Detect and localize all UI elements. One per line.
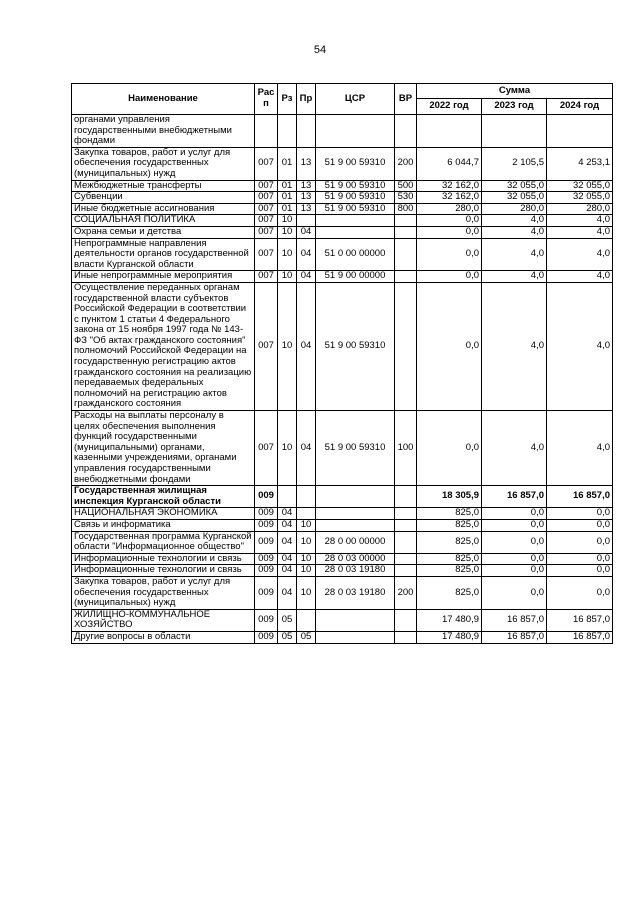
cell-y2024: 4,0 xyxy=(547,215,613,227)
cell-y2022: 825,0 xyxy=(417,531,482,553)
cell-vr xyxy=(395,115,417,148)
cell-y2022: 0,0 xyxy=(417,271,482,283)
cell-y2022: 17 480,9 xyxy=(417,631,482,643)
cell-y2023: 4,0 xyxy=(482,238,547,271)
table-row xyxy=(72,609,613,631)
cell-ras: 009 xyxy=(255,486,278,508)
cell-ras: 007 xyxy=(255,180,278,192)
cell-csr xyxy=(316,486,395,508)
table-row xyxy=(72,553,613,565)
cell-name: Государственная жилищная инспекция Курганской области xyxy=(72,486,255,508)
cell-pr: 10 xyxy=(297,519,316,531)
table-row xyxy=(72,192,613,204)
cell-csr xyxy=(316,226,395,238)
cell-csr xyxy=(316,215,395,227)
table-row xyxy=(72,203,613,215)
cell-ras: 009 xyxy=(255,519,278,531)
cell-y2023: 16 857,0 xyxy=(482,609,547,631)
cell-y2022: 825,0 xyxy=(417,576,482,609)
cell-ras: 009 xyxy=(255,553,278,565)
cell-y2022: 0,0 xyxy=(417,226,482,238)
cell-y2023: 0,0 xyxy=(482,553,547,565)
cell-vr: 800 xyxy=(395,203,417,215)
cell-y2023: 32 055,0 xyxy=(482,180,547,192)
cell-y2024: 280,0 xyxy=(547,203,613,215)
cell-vr: 100 xyxy=(395,411,417,486)
cell-pr: 04 xyxy=(297,226,316,238)
cell-y2024: 0,0 xyxy=(547,553,613,565)
cell-rz: 10 xyxy=(278,238,297,271)
cell-ras: 009 xyxy=(255,609,278,631)
cell-vr xyxy=(395,271,417,283)
cell-pr xyxy=(297,115,316,148)
cell-vr xyxy=(395,531,417,553)
cell-y2024: 0,0 xyxy=(547,576,613,609)
cell-csr: 28 0 03 19180 xyxy=(316,576,395,609)
cell-name: Расходы на выплаты персоналу в целях обеспечения выполнения функций государственными (муниципальными) органами, казенными учреждениями, органами управления государственными внебюджетными фондами xyxy=(72,411,255,486)
cell-pr: 04 xyxy=(297,238,316,271)
cell-csr: 51 9 00 59310 xyxy=(316,147,395,180)
cell-rz: 04 xyxy=(278,508,297,520)
cell-pr: 04 xyxy=(297,282,316,410)
cell-y2024: 16 857,0 xyxy=(547,631,613,643)
cell-ras: 007 xyxy=(255,411,278,486)
cell-csr: 28 0 03 00000 xyxy=(316,553,395,565)
cell-y2023: 4,0 xyxy=(482,271,547,283)
cell-y2022 xyxy=(417,115,482,148)
cell-y2024: 16 857,0 xyxy=(547,486,613,508)
table-row xyxy=(72,519,613,531)
cell-y2022: 32 162,0 xyxy=(417,192,482,204)
cell-y2023: 0,0 xyxy=(482,576,547,609)
cell-name: НАЦИОНАЛЬНАЯ ЭКОНОМИКА xyxy=(72,508,255,520)
cell-y2023: 4,0 xyxy=(482,215,547,227)
cell-y2023: 0,0 xyxy=(482,508,547,520)
table-row xyxy=(72,531,613,553)
header-name: Наименование xyxy=(72,84,255,115)
cell-y2024: 4,0 xyxy=(547,282,613,410)
cell-y2023: 16 857,0 xyxy=(482,631,547,643)
table-row xyxy=(72,271,613,283)
table-row xyxy=(72,282,613,410)
cell-rz: 10 xyxy=(278,215,297,227)
cell-ras: 007 xyxy=(255,215,278,227)
cell-rz: 04 xyxy=(278,576,297,609)
cell-ras: 009 xyxy=(255,531,278,553)
cell-y2022: 825,0 xyxy=(417,508,482,520)
cell-name: Закупка товаров, работ и услуг для обеспечения государственных (муниципальных) нужд xyxy=(72,576,255,609)
cell-csr xyxy=(316,631,395,643)
cell-rz: 10 xyxy=(278,226,297,238)
cell-ras: 007 xyxy=(255,282,278,410)
cell-csr xyxy=(316,115,395,148)
cell-pr: 04 xyxy=(297,271,316,283)
cell-ras: 007 xyxy=(255,147,278,180)
cell-y2024: 32 055,0 xyxy=(547,180,613,192)
cell-rz xyxy=(278,486,297,508)
table-row xyxy=(72,180,613,192)
cell-pr: 13 xyxy=(297,203,316,215)
cell-name: Связь и информатика xyxy=(72,519,255,531)
cell-y2023: 4,0 xyxy=(482,226,547,238)
cell-y2024: 0,0 xyxy=(547,519,613,531)
table-row xyxy=(72,508,613,520)
cell-rz: 10 xyxy=(278,282,297,410)
cell-rz: 01 xyxy=(278,203,297,215)
cell-pr: 05 xyxy=(297,631,316,643)
header-sum: Сумма xyxy=(417,84,613,99)
cell-ras: 009 xyxy=(255,631,278,643)
table-row xyxy=(72,238,613,271)
cell-pr xyxy=(297,486,316,508)
cell-name: Непрограммные направления деятельности органов государственной власти Курганской области xyxy=(72,238,255,271)
cell-y2024: 0,0 xyxy=(547,531,613,553)
cell-csr: 51 9 00 59310 xyxy=(316,203,395,215)
cell-name: Закупка товаров, работ и услуг для обеспечения государственных (муниципальных) нужд xyxy=(72,147,255,180)
header-year-2024: 2024 год xyxy=(547,99,613,115)
cell-pr: 10 xyxy=(297,531,316,553)
cell-ras: 009 xyxy=(255,576,278,609)
cell-name: Информационные технологии и связь xyxy=(72,553,255,565)
cell-pr xyxy=(297,508,316,520)
cell-rz: 10 xyxy=(278,411,297,486)
cell-vr: 530 xyxy=(395,192,417,204)
cell-y2022: 18 305,9 xyxy=(417,486,482,508)
cell-ras: 007 xyxy=(255,203,278,215)
cell-name: СОЦИАЛЬНАЯ ПОЛИТИКА xyxy=(72,215,255,227)
cell-pr: 04 xyxy=(297,411,316,486)
cell-csr xyxy=(316,508,395,520)
cell-name: ЖИЛИЩНО-КОММУНАЛЬНОЕ ХОЗЯЙСТВО xyxy=(72,609,255,631)
cell-vr xyxy=(395,282,417,410)
cell-name: Иные бюджетные ассигнования xyxy=(72,203,255,215)
cell-y2024: 0,0 xyxy=(547,565,613,577)
cell-rz: 10 xyxy=(278,271,297,283)
cell-name: Межбюджетные трансферты xyxy=(72,180,255,192)
table-row xyxy=(72,226,613,238)
table-row xyxy=(72,565,613,577)
cell-rz xyxy=(278,115,297,148)
cell-y2024: 4 253,1 xyxy=(547,147,613,180)
cell-name: Осуществление переданных органам государственной власти субъектов Российской Федерации в соответствии с пунктом 1 статьи 4 Федерального закона от 15 ноября 1997 года № 143-ФЗ "Об актах гражданского состояния" полномочий Российской Федерации на государственную регистрацию актов гражданского состояния на реализацию передаваемых федеральных полномочий на регистрацию актов гражданского состояния xyxy=(72,282,255,410)
header-ras: Рас п xyxy=(255,84,278,115)
header-vr: ВР xyxy=(395,84,417,115)
cell-vr: 200 xyxy=(395,147,417,180)
cell-ras: 007 xyxy=(255,192,278,204)
header-pr: Пр xyxy=(297,84,316,115)
cell-rz: 04 xyxy=(278,531,297,553)
cell-pr: 10 xyxy=(297,553,316,565)
cell-y2023 xyxy=(482,115,547,148)
table-body xyxy=(72,115,613,644)
cell-ras: 009 xyxy=(255,565,278,577)
cell-rz: 01 xyxy=(278,147,297,180)
cell-y2023: 0,0 xyxy=(482,531,547,553)
cell-csr xyxy=(316,609,395,631)
cell-rz: 05 xyxy=(278,631,297,643)
cell-pr: 13 xyxy=(297,192,316,204)
cell-y2023: 4,0 xyxy=(482,282,547,410)
cell-vr xyxy=(395,553,417,565)
header-year-2023: 2023 год xyxy=(482,99,547,115)
cell-vr xyxy=(395,631,417,643)
cell-pr: 10 xyxy=(297,565,316,577)
cell-y2023: 16 857,0 xyxy=(482,486,547,508)
cell-pr: 10 xyxy=(297,576,316,609)
cell-y2022: 825,0 xyxy=(417,553,482,565)
cell-pr: 13 xyxy=(297,147,316,180)
cell-rz: 04 xyxy=(278,565,297,577)
cell-csr: 51 9 00 59310 xyxy=(316,411,395,486)
cell-vr xyxy=(395,565,417,577)
cell-ras xyxy=(255,115,278,148)
cell-y2024: 32 055,0 xyxy=(547,192,613,204)
cell-y2022: 0,0 xyxy=(417,282,482,410)
cell-csr: 28 0 03 19180 xyxy=(316,565,395,577)
cell-name: Субвенции xyxy=(72,192,255,204)
cell-csr: 51 9 00 59310 xyxy=(316,282,395,410)
cell-y2022: 0,0 xyxy=(417,411,482,486)
cell-y2023: 4,0 xyxy=(482,411,547,486)
cell-y2024: 0,0 xyxy=(547,508,613,520)
header-rz: Рз xyxy=(278,84,297,115)
table-row xyxy=(72,486,613,508)
cell-name: Государственная программа Курганской области "Информационное общество" xyxy=(72,531,255,553)
budget-table xyxy=(71,83,613,644)
cell-vr xyxy=(395,519,417,531)
cell-rz: 01 xyxy=(278,192,297,204)
cell-name: Иные непрограммные мероприятия xyxy=(72,271,255,283)
cell-pr xyxy=(297,609,316,631)
table-row xyxy=(72,147,613,180)
cell-rz: 04 xyxy=(278,553,297,565)
cell-y2022: 6 044,7 xyxy=(417,147,482,180)
cell-ras: 007 xyxy=(255,238,278,271)
cell-name: органами управления государственными внебюджетными фондами xyxy=(72,115,255,148)
cell-vr xyxy=(395,226,417,238)
cell-vr: 200 xyxy=(395,576,417,609)
cell-y2023: 280,0 xyxy=(482,203,547,215)
header-year-2022: 2022 год xyxy=(417,99,482,115)
cell-ras: 007 xyxy=(255,271,278,283)
cell-y2024: 4,0 xyxy=(547,226,613,238)
cell-vr xyxy=(395,486,417,508)
cell-rz: 01 xyxy=(278,180,297,192)
cell-csr: 51 9 00 59310 xyxy=(316,192,395,204)
cell-y2022: 0,0 xyxy=(417,215,482,227)
cell-csr: 51 9 00 00000 xyxy=(316,271,395,283)
cell-vr: 500 xyxy=(395,180,417,192)
cell-y2022: 825,0 xyxy=(417,565,482,577)
page-number: 54 xyxy=(313,44,327,56)
cell-csr xyxy=(316,519,395,531)
cell-y2023: 2 105,5 xyxy=(482,147,547,180)
table-row xyxy=(72,631,613,643)
cell-y2022: 825,0 xyxy=(417,519,482,531)
cell-y2024: 4,0 xyxy=(547,238,613,271)
cell-y2022: 280,0 xyxy=(417,203,482,215)
cell-rz: 05 xyxy=(278,609,297,631)
cell-vr xyxy=(395,215,417,227)
cell-ras: 007 xyxy=(255,226,278,238)
table-row xyxy=(72,115,613,148)
cell-y2023: 0,0 xyxy=(482,565,547,577)
cell-y2024: 4,0 xyxy=(547,411,613,486)
table-row xyxy=(72,576,613,609)
cell-y2023: 0,0 xyxy=(482,519,547,531)
cell-csr: 28 0 00 00000 xyxy=(316,531,395,553)
cell-vr xyxy=(395,238,417,271)
cell-csr: 51 0 00 00000 xyxy=(316,238,395,271)
cell-y2022: 32 162,0 xyxy=(417,180,482,192)
cell-y2022: 0,0 xyxy=(417,238,482,271)
cell-ras: 009 xyxy=(255,508,278,520)
cell-name: Охрана семьи и детства xyxy=(72,226,255,238)
cell-rz: 04 xyxy=(278,519,297,531)
cell-vr xyxy=(395,609,417,631)
cell-y2024: 16 857,0 xyxy=(547,609,613,631)
table-row xyxy=(72,215,613,227)
cell-pr xyxy=(297,215,316,227)
header-csr: ЦСР xyxy=(316,84,395,115)
table-row xyxy=(72,411,613,486)
cell-y2022: 17 480,9 xyxy=(417,609,482,631)
cell-name: Информационные технологии и связь xyxy=(72,565,255,577)
cell-name: Другие вопросы в области xyxy=(72,631,255,643)
cell-y2024: 4,0 xyxy=(547,271,613,283)
cell-y2023: 32 055,0 xyxy=(482,192,547,204)
cell-csr: 51 9 00 59310 xyxy=(316,180,395,192)
cell-vr xyxy=(395,508,417,520)
cell-y2024 xyxy=(547,115,613,148)
cell-pr: 13 xyxy=(297,180,316,192)
